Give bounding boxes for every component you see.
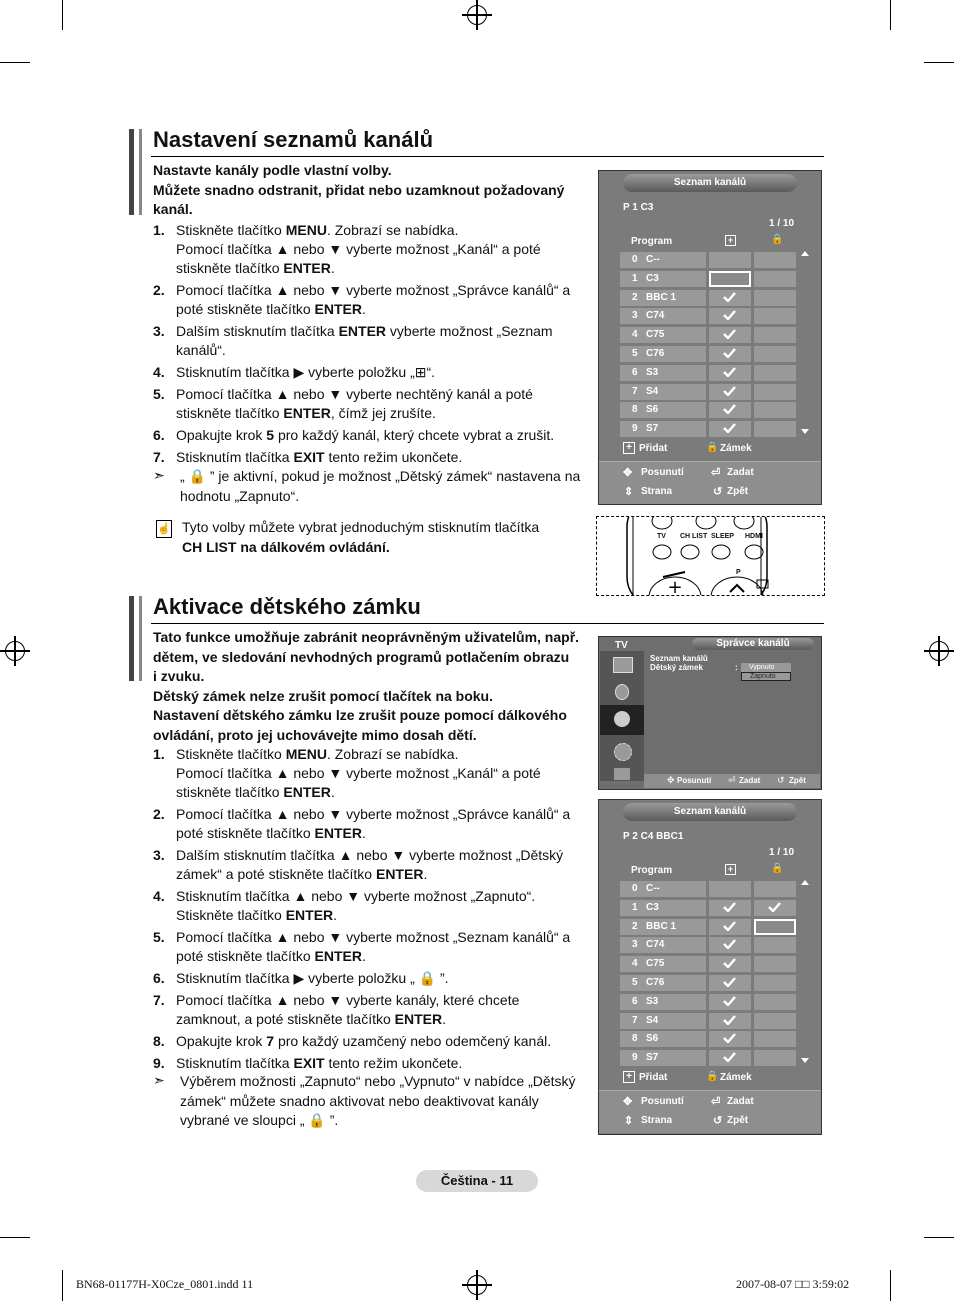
add-cell[interactable]	[709, 1031, 751, 1047]
check-icon	[723, 1052, 736, 1062]
check-icon	[723, 1033, 736, 1043]
lock-column-icon: 🔒	[771, 863, 784, 874]
check-icon	[723, 367, 736, 377]
enter-icon: ⏎	[728, 775, 736, 785]
check-icon	[723, 404, 736, 414]
check-icon	[768, 902, 781, 912]
screen-nav-footer	[599, 1090, 821, 1133]
check-icon	[723, 423, 736, 433]
section2-rule	[151, 623, 824, 624]
screen2-title: Správce kanálů	[692, 638, 814, 650]
nav-move: Posunutí	[641, 1096, 684, 1107]
channel-name: C74	[646, 310, 665, 322]
lock-column-icon: 🔒	[771, 234, 784, 245]
add-cell[interactable]	[709, 919, 751, 935]
check-icon	[723, 310, 736, 320]
step-text	[176, 1054, 462, 1073]
svg-text:+: +	[667, 577, 683, 595]
step-text	[176, 385, 533, 423]
remote-label-chlist: CH LIST	[680, 533, 708, 540]
channel-name-cell	[620, 994, 706, 1010]
step-line: Pomocí tlačítka ▲ nebo ▼ vyberte nechtěný kanál a poté	[176, 386, 533, 402]
step-line: Stisknutím tlačítka EXIT tento režim ukončete.	[176, 449, 463, 465]
add-cell[interactable]	[709, 252, 751, 268]
channel-name: S6	[646, 1033, 659, 1045]
section-bar-thin	[139, 596, 142, 681]
move-icon: ✥	[623, 1096, 633, 1108]
step-line: poté stiskněte tlačítko ENTER.	[176, 301, 366, 317]
channel-number: 9	[632, 423, 638, 435]
add-cell[interactable]	[709, 384, 751, 400]
channel-name: C--	[646, 883, 660, 894]
channel-number: 8	[632, 1033, 638, 1045]
channel-name: C75	[646, 958, 665, 970]
channel-number: 1	[632, 272, 638, 284]
channel-number: 2	[632, 920, 638, 932]
lock-cell[interactable]	[754, 421, 796, 437]
step-line: Pomocí tlačítka ▲ nebo ▼ vyberte kanály, které chcete	[176, 992, 520, 1008]
channel-name-cell	[620, 881, 706, 897]
step-line: Stisknutím tlačítka ▶ vyberte položku „ 🔒 ”.	[176, 970, 449, 986]
step-text	[176, 928, 570, 966]
check-icon	[723, 921, 736, 931]
channel-number: 5	[632, 977, 638, 988]
channel-number: 6	[632, 366, 638, 378]
step-line: Pomocí tlačítka ▲ nebo ▼ vyberte možnost „Správce kanálů“ a	[176, 806, 571, 822]
lock-cell[interactable]	[754, 881, 796, 897]
step-number: 2.	[153, 806, 165, 822]
channel-name-cell	[620, 975, 706, 991]
step-text	[176, 745, 541, 802]
step-line: Opakujte krok 7 pro každý uzamčený nebo odemčený kanál.	[176, 1033, 552, 1049]
channel-number: 8	[632, 404, 638, 416]
channel-name-cell	[620, 402, 706, 418]
channel-name: S4	[646, 385, 659, 397]
step-line: Stisknutím tlačítka ▶ vyberte položku „⊞“.	[176, 364, 436, 380]
section2-title: Aktivace dětského zámku	[153, 594, 421, 619]
channel-name-cell	[620, 384, 706, 400]
channel-number: 3	[632, 310, 638, 322]
scroll-down-icon	[801, 1058, 809, 1063]
lock-cell[interactable]	[754, 402, 796, 418]
lock-cell[interactable]	[754, 290, 796, 306]
section1-intro: Nastavte kanály podle vlastní volby. Můžete snadno odstranit, přidat nebo uzamknout požadovaný kanál.	[153, 162, 565, 217]
check-icon	[723, 386, 736, 396]
channel-name: C75	[646, 329, 665, 341]
print-file-name: BN68-01177H-X0Cze_0801.indd 11	[76, 1277, 254, 1291]
channel-name-cell	[620, 1013, 706, 1029]
section1-title: Nastavení seznamů kanálů	[153, 127, 434, 152]
section1-note: „ 🔒 ” je aktivní, pokud je možnost „Dětský zámek“ nastavena na hodnotu „Zapnuto“.	[180, 468, 581, 504]
step-line: Opakujte krok 5 pro každý kanál, který chcete vybrat a zrušit.	[176, 427, 555, 443]
channel-name-cell	[620, 346, 706, 362]
channel-name-cell	[620, 327, 706, 343]
channel-dish-icon	[614, 711, 630, 727]
section2-intro: Tato funkce umožňuje zabránit neoprávněným uživatelům, např. dětem, ve sledování nevhodných programů potlačením obrazu i zvuku. Dětský zámek nelze zrušit pomocí tlačítek na boku. Nastavení dětského zámku lze zrušit pouze pomocí dálkového ovládání, proto jej uchovávejte mimo dosah dětí.	[153, 629, 580, 743]
lock-legend: Zámek	[720, 1072, 752, 1083]
screen2-nav-enter: Zadat	[739, 776, 761, 785]
channel-name-cell	[620, 421, 706, 437]
check-icon	[723, 902, 736, 912]
channel-name: C74	[646, 939, 665, 951]
channel-name: S4	[646, 1014, 659, 1026]
add-cell[interactable]	[709, 1050, 751, 1066]
remote-label-hdmi: HDMI	[745, 533, 763, 540]
lock-cell[interactable]	[754, 956, 796, 972]
enter-icon: ⏎	[711, 467, 721, 479]
step-line: Stiskněte tlačítko ENTER.	[176, 907, 338, 923]
channel-name-cell	[620, 308, 706, 324]
lock-cell[interactable]	[754, 1031, 796, 1047]
section-bar	[129, 129, 134, 215]
screen2-option-on: Zapnuto	[741, 672, 791, 681]
check-icon	[723, 329, 736, 339]
channel-name-cell	[620, 1031, 706, 1047]
check-icon	[723, 996, 736, 1006]
step-number: 2.	[153, 282, 165, 298]
step-text	[176, 281, 570, 319]
add-cell[interactable]	[709, 402, 751, 418]
channel-name: S7	[646, 423, 659, 435]
step-number: 3.	[153, 323, 165, 339]
add-cell[interactable]	[709, 421, 751, 437]
step-text	[176, 846, 563, 884]
lock-cell[interactable]	[754, 327, 796, 343]
screen-title: Seznam kanálů	[623, 174, 797, 192]
channel-name: S3	[646, 366, 659, 378]
check-icon	[723, 977, 736, 987]
channel-name: S6	[646, 404, 659, 416]
registration-mark-bottom	[467, 1275, 487, 1295]
screen2-item-child-lock: Dětský zámek	[650, 663, 703, 672]
channel-number: 0	[632, 883, 638, 894]
step-text	[176, 969, 449, 988]
step-text	[176, 363, 435, 382]
lock-cell[interactable]	[754, 1050, 796, 1066]
step-line: Stisknutím tlačítka ▲ nebo ▼ vyberte možnost „Zapnuto“.	[176, 888, 536, 904]
screen2-sidebar	[600, 651, 644, 781]
page-number-badge: Čeština - 11	[416, 1170, 538, 1192]
lock-cell[interactable]	[754, 994, 796, 1010]
step-line: zamknout, a poté stiskněte tlačítko ENTER.	[176, 1011, 447, 1027]
step-number: 9.	[153, 1055, 165, 1071]
remote-drawing	[597, 517, 824, 595]
nav-back: Zpět	[727, 486, 749, 497]
print-date: 2007-08-07 □□ 3:59:02	[736, 1277, 850, 1291]
lock-cell[interactable]	[754, 384, 796, 400]
remote-label-p: P	[736, 569, 741, 576]
screen2-nav-move: Posunutí	[677, 776, 712, 785]
add-cell[interactable]	[709, 937, 751, 953]
tip-hand-icon: ☝	[156, 520, 172, 538]
step-line: Pomocí tlačítka ▲ nebo ▼ vyberte možnost „Kanál“ a poté	[176, 241, 541, 257]
registration-mark-right	[929, 641, 949, 661]
add-cell[interactable]	[709, 346, 751, 362]
remote-label-tv: TV	[657, 533, 666, 540]
check-icon	[723, 292, 736, 302]
step-text	[176, 221, 541, 278]
registration-mark-left	[5, 641, 25, 661]
return-icon: ↺	[713, 486, 723, 498]
add-cell[interactable]	[709, 327, 751, 343]
lock-cell[interactable]	[754, 252, 796, 268]
channel-number: 7	[632, 385, 638, 397]
step-text	[176, 426, 554, 445]
channel-name-cell	[620, 919, 706, 935]
lock-cell[interactable]	[754, 271, 796, 287]
lock-cell[interactable]	[754, 308, 796, 324]
remote-label-sleep: SLEEP	[711, 533, 734, 540]
channel-name: BBC 1	[646, 920, 677, 932]
add-legend-icon: +	[623, 1071, 635, 1083]
check-icon	[723, 348, 736, 358]
channel-name-cell	[620, 252, 706, 268]
screen2-option-off: Vypnuto	[741, 663, 791, 672]
step-line: Stiskněte tlačítko MENU. Zobrazí se nabídka.	[176, 746, 459, 762]
check-icon	[723, 1015, 736, 1025]
channel-number: 1	[632, 901, 638, 913]
note-arrow-icon: ➣	[153, 1072, 165, 1088]
step-line: poté stiskněte tlačítko ENTER.	[176, 825, 366, 841]
section1-tip: Tyto volby můžete vybrat jednoduchým stisknutím tlačítka CH LIST na dálkovém ovládání.	[182, 519, 540, 555]
step-number: 8.	[153, 1033, 165, 1049]
step-text	[176, 448, 462, 467]
add-column-icon: +	[725, 864, 736, 875]
step-line: Pomocí tlačítka ▲ nebo ▼ vyberte možnost „Kanál“ a poté	[176, 765, 541, 781]
add-cell[interactable]	[709, 1013, 751, 1029]
channel-name-cell	[620, 937, 706, 953]
channel-name: C3	[646, 272, 659, 284]
channel-name-cell	[620, 365, 706, 381]
nav-move: Posunutí	[641, 467, 684, 478]
nav-page: Strana	[641, 1115, 673, 1126]
program-column-header: Program	[631, 236, 673, 247]
screen2-tab: TV	[615, 640, 628, 651]
channel-number: 4	[632, 958, 638, 970]
lock-cell[interactable]	[754, 975, 796, 991]
step-line: Stiskněte tlačítko MENU. Zobrazí se nabídka.	[176, 222, 459, 238]
step-line: Pomocí tlačítka ▲ nebo ▼ vyberte možnost „Seznam kanálů“ a	[176, 929, 571, 945]
step-line: stiskněte tlačítko ENTER.	[176, 784, 335, 800]
registration-mark-top	[467, 5, 487, 25]
add-cell[interactable]	[709, 271, 751, 287]
channel-number: 9	[632, 1052, 638, 1064]
channel-name: S3	[646, 995, 659, 1007]
screen2-sep: :	[735, 663, 738, 672]
lock-cell[interactable]	[754, 937, 796, 953]
step-text	[176, 1032, 551, 1051]
nav-enter: Zadat	[727, 467, 754, 478]
add-cell[interactable]	[709, 290, 751, 306]
scroll-up-icon	[801, 880, 809, 885]
screen-nav-footer	[599, 461, 821, 504]
step-text	[176, 887, 535, 925]
sound-icon	[615, 684, 629, 700]
section-bar-thin	[139, 129, 142, 215]
channel-number: 6	[632, 995, 638, 1007]
page-indicator: 1 / 10	[769, 218, 795, 229]
add-cell[interactable]	[709, 956, 751, 972]
channel-name-cell	[620, 290, 706, 306]
lock-legend: Zámek	[720, 443, 752, 454]
step-number: 3.	[153, 847, 165, 863]
step-line: Dalším stisknutím tlačítka ENTER vyberte možnost „Seznam	[176, 323, 553, 339]
screen2-nav-back: Zpět	[789, 776, 806, 785]
return-icon: ↺	[777, 775, 785, 785]
channel-name-cell	[620, 271, 706, 287]
add-cell[interactable]	[709, 365, 751, 381]
screen2-footer	[644, 774, 820, 788]
step-line: zámek“ a poté stiskněte tlačítko ENTER.	[176, 866, 428, 882]
step-line: stiskněte tlačítko ENTER, čímž jej zrušíte.	[176, 405, 436, 421]
channel-number: 2	[632, 291, 638, 303]
page-icon: ⇕	[624, 486, 634, 498]
check-icon	[723, 939, 736, 949]
nav-back: Zpět	[727, 1115, 749, 1126]
step-line: stiskněte tlačítko ENTER.	[176, 260, 335, 276]
program-column-header: Program	[631, 865, 673, 876]
add-cell[interactable]	[709, 900, 751, 916]
screen2-item-channel-list: Seznam kanálů	[650, 654, 708, 663]
step-number: 6.	[153, 427, 165, 443]
step-text	[176, 322, 553, 360]
add-legend: Přidat	[639, 1072, 668, 1083]
step-number: 5.	[153, 929, 165, 945]
channel-name: C76	[646, 977, 665, 988]
lock-cell[interactable]	[754, 919, 796, 935]
current-channel: P 2 C4 BBC1	[623, 831, 684, 842]
add-column-icon: +	[725, 235, 736, 246]
channel-name: C3	[646, 901, 659, 913]
channel-name-cell	[620, 1050, 706, 1066]
step-number: 6.	[153, 970, 165, 986]
step-number: 7.	[153, 992, 165, 1008]
nav-enter: Zadat	[727, 1096, 754, 1107]
move-icon: ✥	[667, 775, 675, 785]
input-icon	[614, 768, 630, 780]
move-icon: ✥	[623, 467, 633, 479]
lock-legend-icon: 🔒	[706, 1071, 719, 1082]
setup-icon	[614, 743, 632, 761]
channel-name: C76	[646, 348, 665, 359]
channel-number: 7	[632, 1014, 638, 1026]
step-line: kanálů“.	[176, 342, 226, 358]
add-legend: Přidat	[639, 443, 668, 454]
step-text	[176, 805, 570, 843]
step-number: 7.	[153, 449, 165, 465]
remote-control-illustration	[596, 516, 825, 596]
step-number: 1.	[153, 746, 165, 762]
channel-name-cell	[620, 956, 706, 972]
add-cell[interactable]	[709, 975, 751, 991]
step-number: 5.	[153, 386, 165, 402]
step-line: poté stiskněte tlačítko ENTER.	[176, 948, 366, 964]
channel-list-screen-1	[598, 170, 822, 505]
section1-rule	[151, 156, 824, 157]
page-indicator: 1 / 10	[769, 847, 795, 858]
channel-name: S7	[646, 1052, 659, 1064]
channel-number: 5	[632, 348, 638, 359]
channel-number: 3	[632, 939, 638, 951]
return-icon: ↺	[713, 1115, 723, 1127]
nav-page: Strana	[641, 486, 673, 497]
scroll-up-icon	[801, 251, 809, 256]
current-channel: P 1 C3	[623, 202, 654, 213]
step-number: 4.	[153, 888, 165, 904]
channel-name: C--	[646, 254, 660, 265]
page-icon: ⇕	[624, 1115, 634, 1127]
add-legend-icon: +	[623, 442, 635, 454]
channel-name: BBC 1	[646, 291, 677, 303]
section-bar	[129, 596, 134, 681]
lock-cell[interactable]	[754, 900, 796, 916]
lock-cell[interactable]	[754, 365, 796, 381]
channel-number: 4	[632, 329, 638, 341]
note-arrow-icon: ➣	[153, 467, 165, 483]
channel-number: 0	[632, 254, 638, 265]
enter-icon: ⏎	[711, 1096, 721, 1108]
step-line: Pomocí tlačítka ▲ nebo ▼ vyberte možnost „Správce kanálů“ a	[176, 282, 571, 298]
section2-note: Výběrem možnosti „Zapnuto“ nebo „Vypnuto“ v nabídce „Dětský zámek“ můžete snadno aktivovat nebo deaktivovat kanály vybrané ve sloupci „ 🔒 ”.	[180, 1073, 576, 1128]
check-icon	[723, 958, 736, 968]
channel-list-screen-2	[598, 799, 822, 1135]
channel-name-cell	[620, 900, 706, 916]
step-text	[176, 991, 519, 1029]
step-number: 1.	[153, 222, 165, 238]
step-line: Dalším stisknutím tlačítka ▲ nebo ▼ vyberte možnost „Dětský	[176, 847, 564, 863]
step-line: Stisknutím tlačítka EXIT tento režim ukončete.	[176, 1055, 463, 1071]
lock-cell[interactable]	[754, 346, 796, 362]
add-cell[interactable]	[709, 308, 751, 324]
add-cell[interactable]	[709, 994, 751, 1010]
scroll-down-icon	[801, 429, 809, 434]
lock-cell[interactable]	[754, 1013, 796, 1029]
picture-icon	[613, 657, 633, 673]
add-cell[interactable]	[709, 881, 751, 897]
channel-manager-screen	[598, 636, 822, 790]
screen-title: Seznam kanálů	[623, 803, 797, 821]
step-number: 4.	[153, 364, 165, 380]
lock-legend-icon: 🔒	[706, 442, 719, 453]
